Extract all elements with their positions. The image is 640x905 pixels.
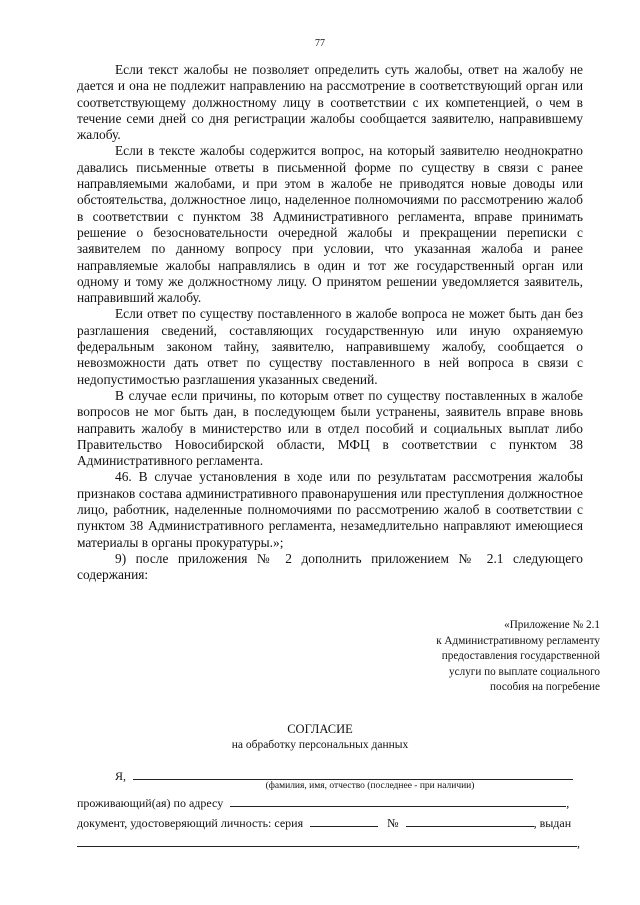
consent-title: СОГЛАСИЕ xyxy=(287,722,353,736)
form-row-name xyxy=(77,767,583,781)
address-label: проживающий(ая) по адресу xyxy=(77,796,224,810)
form-row-hint xyxy=(77,781,583,794)
issued-label: , выдан xyxy=(533,816,572,830)
consent-form xyxy=(77,767,583,854)
page-number: 77 xyxy=(315,38,325,49)
paragraph: В случае если причины, по которым ответ по существу поставленных в жалобе вопросов не мог быть дан, в последующем были устранены, заявитель вправе вновь направить жалобу в министерство или в отдел пособий и социальных выплат либо Правительство Новосибирской области, МФЦ в соответствии с пунктом 38 Административного регламента. xyxy=(77,387,583,469)
address-field[interactable] xyxy=(230,794,566,807)
address-comma: , xyxy=(566,796,570,810)
full-name-field[interactable] xyxy=(133,767,573,780)
document-number-label: № xyxy=(387,816,399,830)
appendix-line: предоставления государственной xyxy=(441,650,600,662)
appendix-line: пособия на погребение xyxy=(490,681,600,693)
consent-subtitle: на обработку персональных данных xyxy=(231,739,409,751)
paragraph: Если текст жалобы не позволяет определить суть жалобы, ответ на жалобу не дается и она не подлежит направлению на рассмотрение в соответствующий орган или соответствующему должностному лицу в соответствии с их компетенцией, о чем в течение семи дней со дня регистрации жалобы сообщается заявителю, направившему жалобу. xyxy=(77,62,583,143)
form-row-address xyxy=(77,794,583,814)
appendix-line: к Административному регламенту xyxy=(436,634,600,647)
form-row-issued xyxy=(77,834,583,854)
paragraph: 46. В случае установления в ходе или по результатам рассмотрения жалобы признаков состава административного правонарушения или преступления должностное лицо, работник, наделенные полномочиями по рассмотрению жалоб в соответствии с пунктом 38 Административного регламента, незамедлительно направляют имеющиеся материалы в органы прокуратуры.»; xyxy=(77,469,583,550)
form-row-document xyxy=(77,814,583,834)
name-label: Я, xyxy=(115,769,127,783)
paragraph: 9) после приложения № 2 дополнить приложением № 2.1 следующего содержания: xyxy=(77,550,583,583)
appendix-line: услуги по выплате социального xyxy=(449,665,600,678)
paragraph: Если в тексте жалобы содержится вопрос, на который заявителю неоднократно давались письменные ответы в письменной форме по существу в связи с ранее направляемыми жалобами, и при этом в жалобе не приводятся новые доводы или обстоятельства, должностное лицо, наделенное полномочиями по рассмотрению жалоб в соответствии с пунктом 38 Административного регламента, вправе принимать решение о безосновательности очередной жалобы и прекращении переписки с заявителем по данному вопросу при условии, что указанная жалоба и ранее направляемые жалобы направлялись в один и тот же государственный орган или одному и тому же должностному лицу. О принятом решении уведомляется заявитель, направивший жалобу. xyxy=(77,143,583,306)
issued-comma: , xyxy=(577,836,580,850)
appendix-line: «Приложение № 2.1 xyxy=(504,619,600,631)
paragraph: Если ответ по существу поставленного в жалобе вопроса не может быть дан без разглашения сведений, составляющих государственную или иную охраняемую федеральным законом тайну, заявителю, направившему жалобу, сообщается о невозможности дать ответ по существу поставленного в ней вопроса в связи с недопустимостью разглашения указанных сведений. xyxy=(77,306,583,387)
issued-by-field[interactable] xyxy=(77,834,577,847)
document-label: документ, удостоверяющий личность: серия xyxy=(77,816,304,830)
document-body xyxy=(77,62,583,584)
document-series-field[interactable] xyxy=(310,814,378,827)
document-number-field[interactable] xyxy=(406,814,534,827)
appendix-header xyxy=(390,618,600,696)
name-hint: (фамилия, имя, отчество (последнее - при наличии) xyxy=(265,781,475,791)
